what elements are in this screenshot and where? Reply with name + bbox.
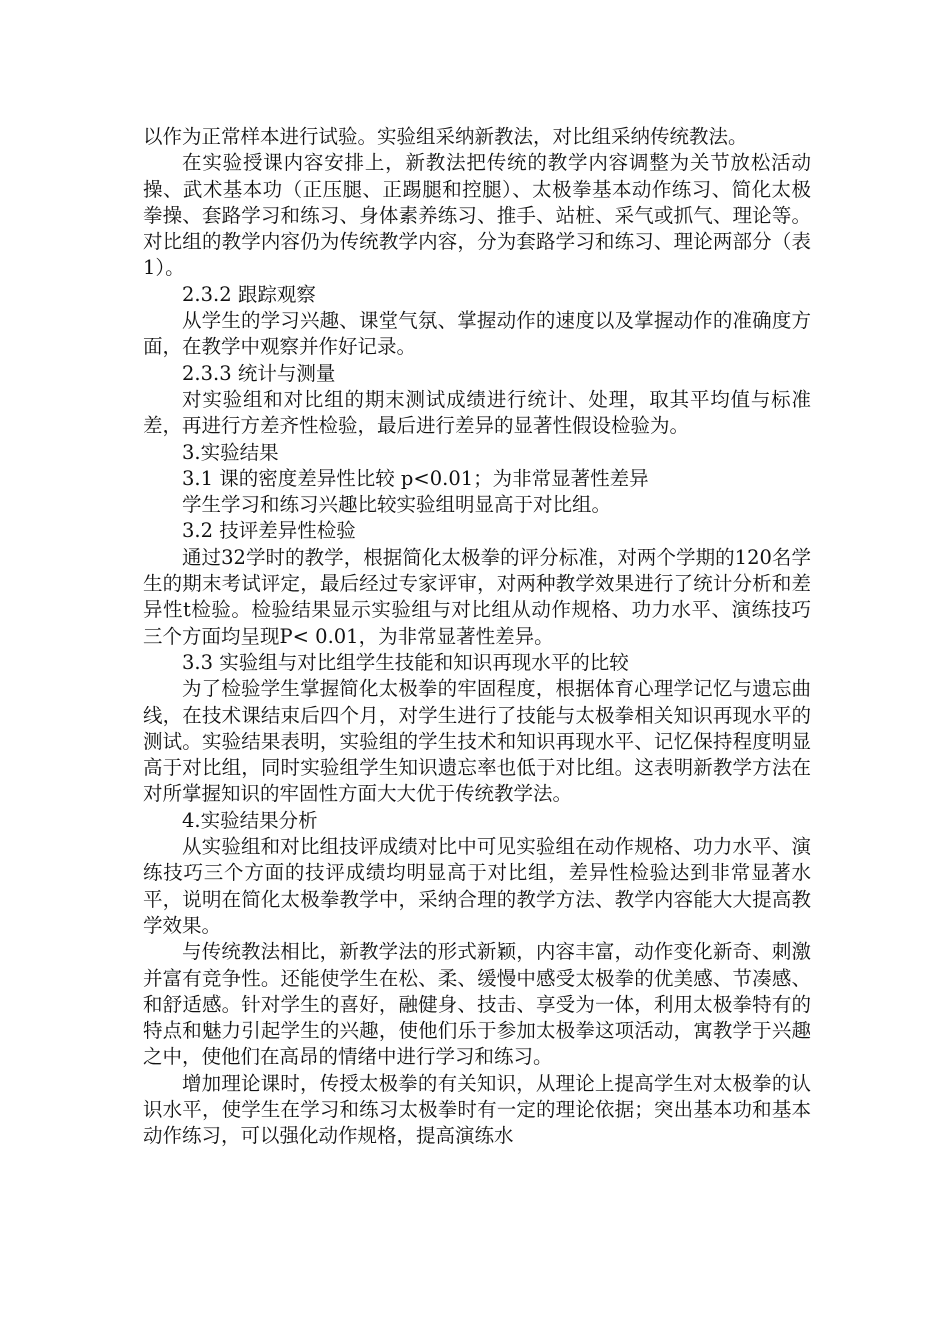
body-paragraph: 对实验组和对比组的期末测试成绩进行统计、处理，取其平均值与标准差，再进行方差齐性检验，最后进行差异的显著性假设检验为。 bbox=[143, 387, 811, 438]
section-heading: 2.3.2 跟踪观察 bbox=[182, 282, 316, 306]
document-body bbox=[143, 124, 811, 1150]
section-heading: 3.3 实验组与对比组学生技能和知识再现水平的比较 bbox=[182, 650, 629, 674]
section-heading: 4.实验结果分析 bbox=[182, 808, 318, 832]
body-paragraph: 通过32学时的教学，根据简化太极拳的评分标准，对两个学期的120名学生的期末考试评定，最后经过专家评审，对两种教学效果进行了统计分析和差异性t检验。检验结果显示实验组与对比组从动作规格、功力水平、演练技巧三个方面均呈现P< 0.01，为非常显著性差异。 bbox=[143, 545, 811, 648]
body-paragraph: 从学生的学习兴趣、课堂气氛、掌握动作的速度以及掌握动作的准确度方面，在教学中观察并作好记录。 bbox=[143, 309, 811, 359]
body-paragraph: 从实验组和对比组技评成绩对比中可见实验组在动作规格、功力水平、演练技巧三个方面的技评成绩均明显高于对比组，差异性检验达到非常显著水平，说明在简化太极拳教学中，采纳合理的教学方法、教学内容能大大提高教学效果。 bbox=[143, 835, 811, 937]
section-heading: 3.实验结果 bbox=[182, 440, 279, 464]
body-paragraph: 学生学习和练习兴趣比较实验组明显高于对比组。 bbox=[182, 493, 612, 517]
body-paragraph: 在实验授课内容安排上，新教法把传统的教学内容调整为关节放松活动操、武术基本功（正压腿、正踢腿和控腿）、太极拳基本动作练习、简化太极拳操、套路学习和练习、身体素养练习、推手、站桩、采气或抓气、理论等。对比组的教学内容仍为传统教学内容，分为套路学习和练习、理论两部分（表1）。 bbox=[143, 151, 811, 280]
body-paragraph: 增加理论课时，传授太极拳的有关知识，从理论上提高学生对太极拳的认识水平，使学生在学习和练习太极拳时有一定的理论依据；突出基本功和基本动作练习，可以强化动作规格，提高演练水 bbox=[143, 1071, 811, 1148]
section-heading: 3.2 技评差异性检验 bbox=[182, 519, 356, 543]
body-paragraph: 与传统教法相比，新教学法的形式新颖，内容丰富，动作变化新奇、刺激并富有竞争性。还能使学生在松、柔、缓慢中感受太极拳的优美感、节凑感、和舒适感。针对学生的喜好，融健身、技击、享受为一体，利用太极拳特有的特点和魅力引起学生的兴趣，使他们乐于参加太极拳这项活动，寓教学于兴趣之中，使他们在高昂的情绪中进行学习和练习。 bbox=[143, 940, 811, 1069]
body-paragraph: 以作为正常样本进行试验。实验组采纳新教法，对比组采纳传统教法。 bbox=[143, 125, 748, 148]
section-heading: 3.1 课的密度差异性比较 p<0.01；为非常显著性差异 bbox=[182, 466, 649, 490]
body-paragraph: 为了检验学生掌握简化太极拳的牢固程度，根据体育心理学记忆与遗忘曲线，在技术课结束后四个月，对学生进行了技能与太极拳相关知识再现水平的测试。实验结果表明，实验组的学生技术和知识再现水平、记忆保持程度明显高于对比组，同时实验组学生知识遗忘率也低于对比组。这表明新教学方法在对所掌握知识的牢固性方面大大优于传统教学法。 bbox=[143, 677, 811, 806]
section-heading: 2.3.3 统计与测量 bbox=[182, 361, 336, 385]
